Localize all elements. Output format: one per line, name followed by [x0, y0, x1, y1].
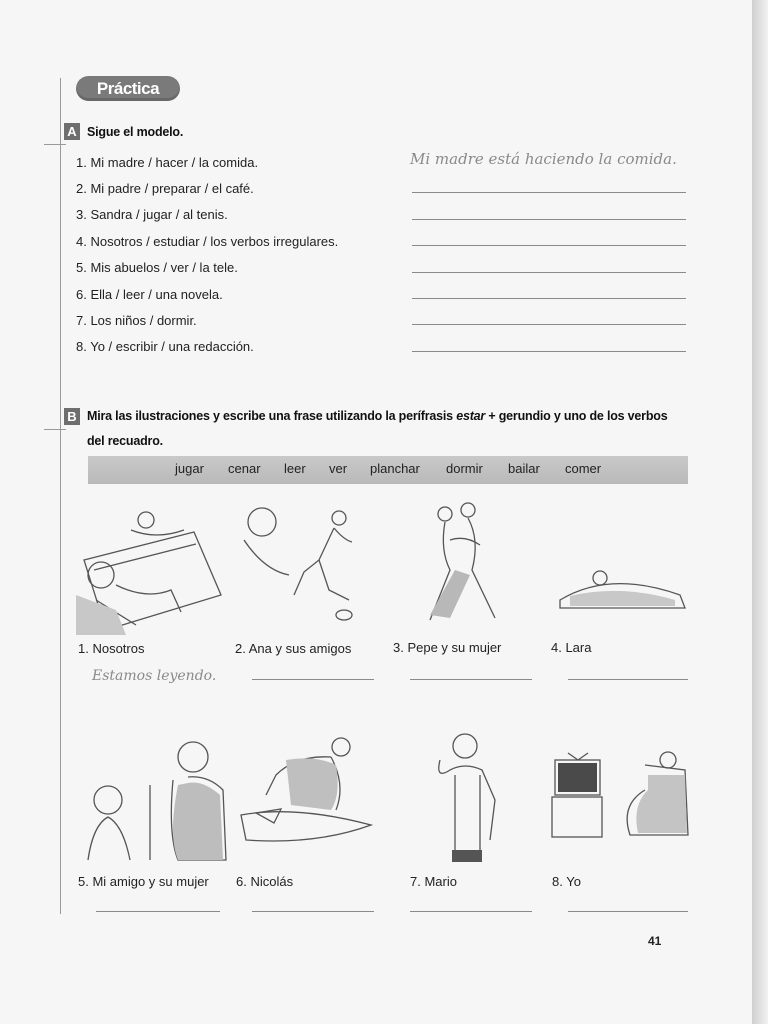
divider-tick [44, 144, 66, 145]
exercise-a-item: 8. Yo / escribir / una redacción. [76, 339, 254, 354]
practica-badge: Práctica [76, 76, 180, 101]
verb-option: bailar [508, 461, 540, 476]
exercise-a-item: 2. Mi padre / preparar / el café. [76, 181, 254, 196]
illustration-man-eating [420, 730, 510, 862]
illustration-dancing-couple-and-lying-girl [410, 500, 690, 630]
answer-line[interactable] [568, 911, 688, 912]
answer-line[interactable] [252, 911, 374, 912]
divider-tick [44, 429, 66, 430]
section-b-title-italic: estar [456, 409, 486, 423]
illustration-caption: 1. Nosotros [78, 641, 145, 656]
exercise-a-item: 6. Ella / leer / una novela. [76, 287, 223, 302]
exercise-a-item: 4. Nosotros / estudiar / los verbos irregulares. [76, 234, 339, 249]
verb-option: planchar [370, 461, 420, 476]
illustration-caption: 2. Ana y sus amigos [235, 641, 352, 656]
answer-line[interactable] [412, 245, 686, 246]
section-a-title: Sigue el modelo. [87, 125, 184, 139]
verb-option: comer [565, 461, 602, 476]
verb-option: dormir [446, 461, 483, 476]
illustration-football-players [234, 500, 354, 630]
illustration-caption: 8. Yo [552, 874, 581, 889]
verb-option: leer [284, 461, 306, 476]
answer-line[interactable] [410, 911, 532, 912]
illustration-caption: 4. Lara [551, 640, 592, 655]
handwritten-answer-b1: Estamos leyendo. [92, 668, 217, 684]
handwritten-answer-a1: Mi madre está haciendo la comida. [410, 150, 677, 168]
illustration-caption: 3. Pepe y su mujer [393, 640, 502, 655]
answer-line[interactable] [252, 679, 374, 680]
illustration-caption: 7. Mario [410, 874, 457, 889]
exercise-a-item: 5. Mis abuelos / ver / la tele. [76, 260, 238, 275]
section-b-title-part2: + gerundio y uno de los verbos [485, 409, 668, 423]
answer-line[interactable] [412, 351, 686, 352]
illustration-caption: 6. Nicolás [236, 874, 294, 889]
answer-line[interactable] [412, 192, 686, 193]
section-a-letter: A [64, 123, 80, 140]
illustration-watching-tv [550, 745, 690, 865]
verb-option: jugar [175, 461, 204, 476]
answer-line[interactable] [412, 298, 686, 299]
exercise-a-item: 7. Los niños / dormir. [76, 313, 197, 328]
margin-rule [60, 78, 61, 914]
answer-line[interactable] [412, 272, 686, 273]
page-gutter [752, 0, 768, 1024]
illustration-couple-dinner [78, 735, 228, 865]
answer-line[interactable] [412, 324, 686, 325]
verb-option: cenar [228, 461, 261, 476]
answer-line[interactable] [410, 679, 532, 680]
section-b-title-line2: del recuadro. [87, 434, 163, 448]
section-b-title [87, 404, 697, 428]
section-b-title-part1: Mira las ilustraciones y escribe una frase utilizando la perífrasis [87, 409, 457, 423]
answer-line[interactable] [568, 679, 688, 680]
illustration-caption: 5. Mi amigo y su mujer [78, 874, 209, 889]
illustration-man-ironing [236, 735, 376, 855]
exercise-a-item: 1. Mi madre / hacer / la comida. [76, 155, 259, 170]
verb-option: ver [329, 461, 348, 476]
exercise-a-item: 3. Sandra / jugar / al tenis. [76, 207, 228, 222]
answer-line[interactable] [96, 911, 220, 912]
answer-line[interactable] [412, 219, 686, 220]
section-b-letter: B [64, 408, 80, 425]
page-number: 41 [648, 934, 662, 948]
illustration-sleeping-people [76, 500, 226, 635]
